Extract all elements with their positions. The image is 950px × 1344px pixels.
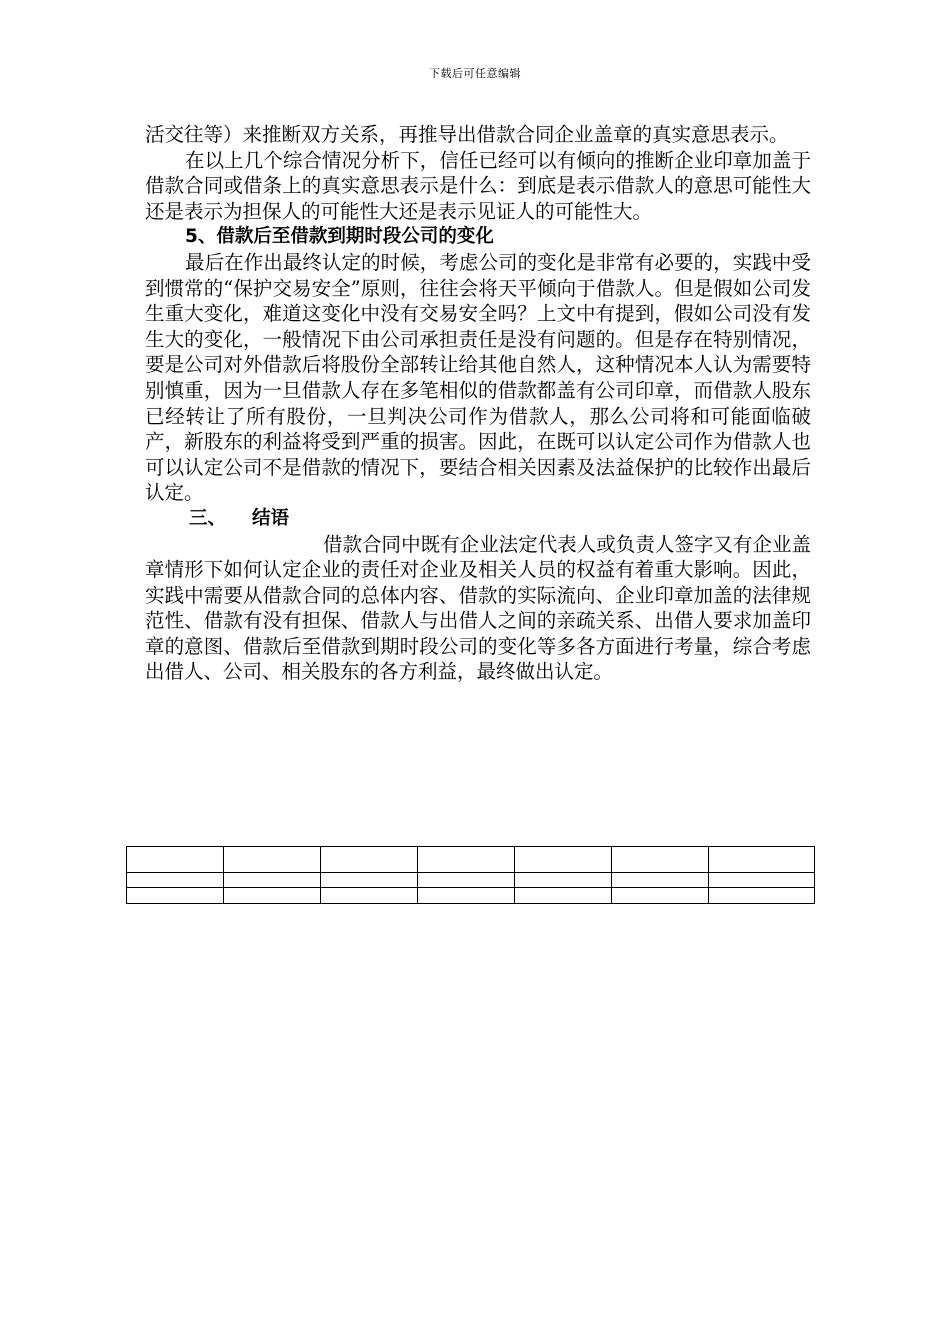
table-row	[127, 873, 815, 888]
table-cell	[224, 873, 321, 888]
paragraph-4: 借款合同中既有企业法定代表人或负责人签字又有企业盖章情形下如何认定企业的责任对企业及相关人员的权益有着重大影响。因此，实践中需要从借款合同的总体内容、借款的实际流向、企业印章加盖的法律规范性、借款有没有担保、借款人与出借人之间的亲疏关系、出借人要求加盖印章的意图、借款后至借款到期时段公司的变化等多各方面进行考量，综合考虑出借人、公司、相关股东的各方利益，最终做出认定。	[145, 532, 811, 684]
table-cell	[418, 873, 515, 888]
table-cell	[224, 888, 321, 904]
table-cell	[709, 873, 815, 888]
section-heading-3	[145, 506, 811, 532]
table-cell	[418, 888, 515, 904]
section-title: 结语	[252, 507, 290, 529]
table-cell	[515, 873, 612, 888]
section-number: 三、	[189, 507, 227, 529]
table-cell	[224, 847, 321, 873]
table-cell	[612, 888, 709, 904]
table-cell	[321, 847, 418, 873]
table-cell	[321, 888, 418, 904]
table-cell	[418, 847, 515, 873]
table-cell	[612, 873, 709, 888]
table-cell	[321, 873, 418, 888]
table-cell	[127, 847, 224, 873]
paragraph-1: 活交往等）来推断双方关系，再推导出借款合同企业盖章的真实意思表示。	[145, 123, 789, 146]
table-cell	[515, 888, 612, 904]
table-cell	[127, 888, 224, 904]
paragraph-3: 最后在作出最终认定的时候，考虑公司的变化是非常有必要的，实践中受到惯常的“保护交易安全”原则，往往会将天平倾向于借款人。但是假如公司发生重大变化，难道这变化中没有交易安全吗？上文中有提到，假如公司没有发生大的变化，一般情况下由公司承担责任是没有问题的。但是存在特别情况，要是公司对外借款后将股份全部转让给其他自然人，这种情况本人认为需要特别慎重，因为一旦借款人存在多笔相似的借款都盖有公司印章，而借款人股东已经转让了所有股份，一旦判决公司作为借款人，那么公司将和可能面临破产，新股东的利益将受到严重的损害。因此，在既可以认定公司作为借款人也可以认定公司不是借款的情况下，要结合相关因素及法益保护的比较作出最后认定。	[145, 250, 811, 505]
empty-table	[126, 846, 815, 904]
table-row	[127, 888, 815, 904]
table-row	[127, 847, 815, 873]
table-cell	[612, 847, 709, 873]
section-heading-5: 5、借款后至借款到期时段公司的变化	[185, 226, 494, 248]
document-body	[145, 122, 811, 685]
table-cell	[709, 888, 815, 904]
table-cell	[709, 847, 815, 873]
table-cell	[127, 873, 224, 888]
page-header: 下载后可任意编辑	[429, 67, 521, 80]
table-cell	[515, 847, 612, 873]
paragraph-2: 在以上几个综合情况分析下，信任已经可以有倾向的推断企业印章加盖于借款合同或借条上的真实意思表示是什么：到底是表示借款人的意思可能性大还是表示为担保人的可能性大还是表示见证人的可能性大。	[145, 148, 811, 223]
